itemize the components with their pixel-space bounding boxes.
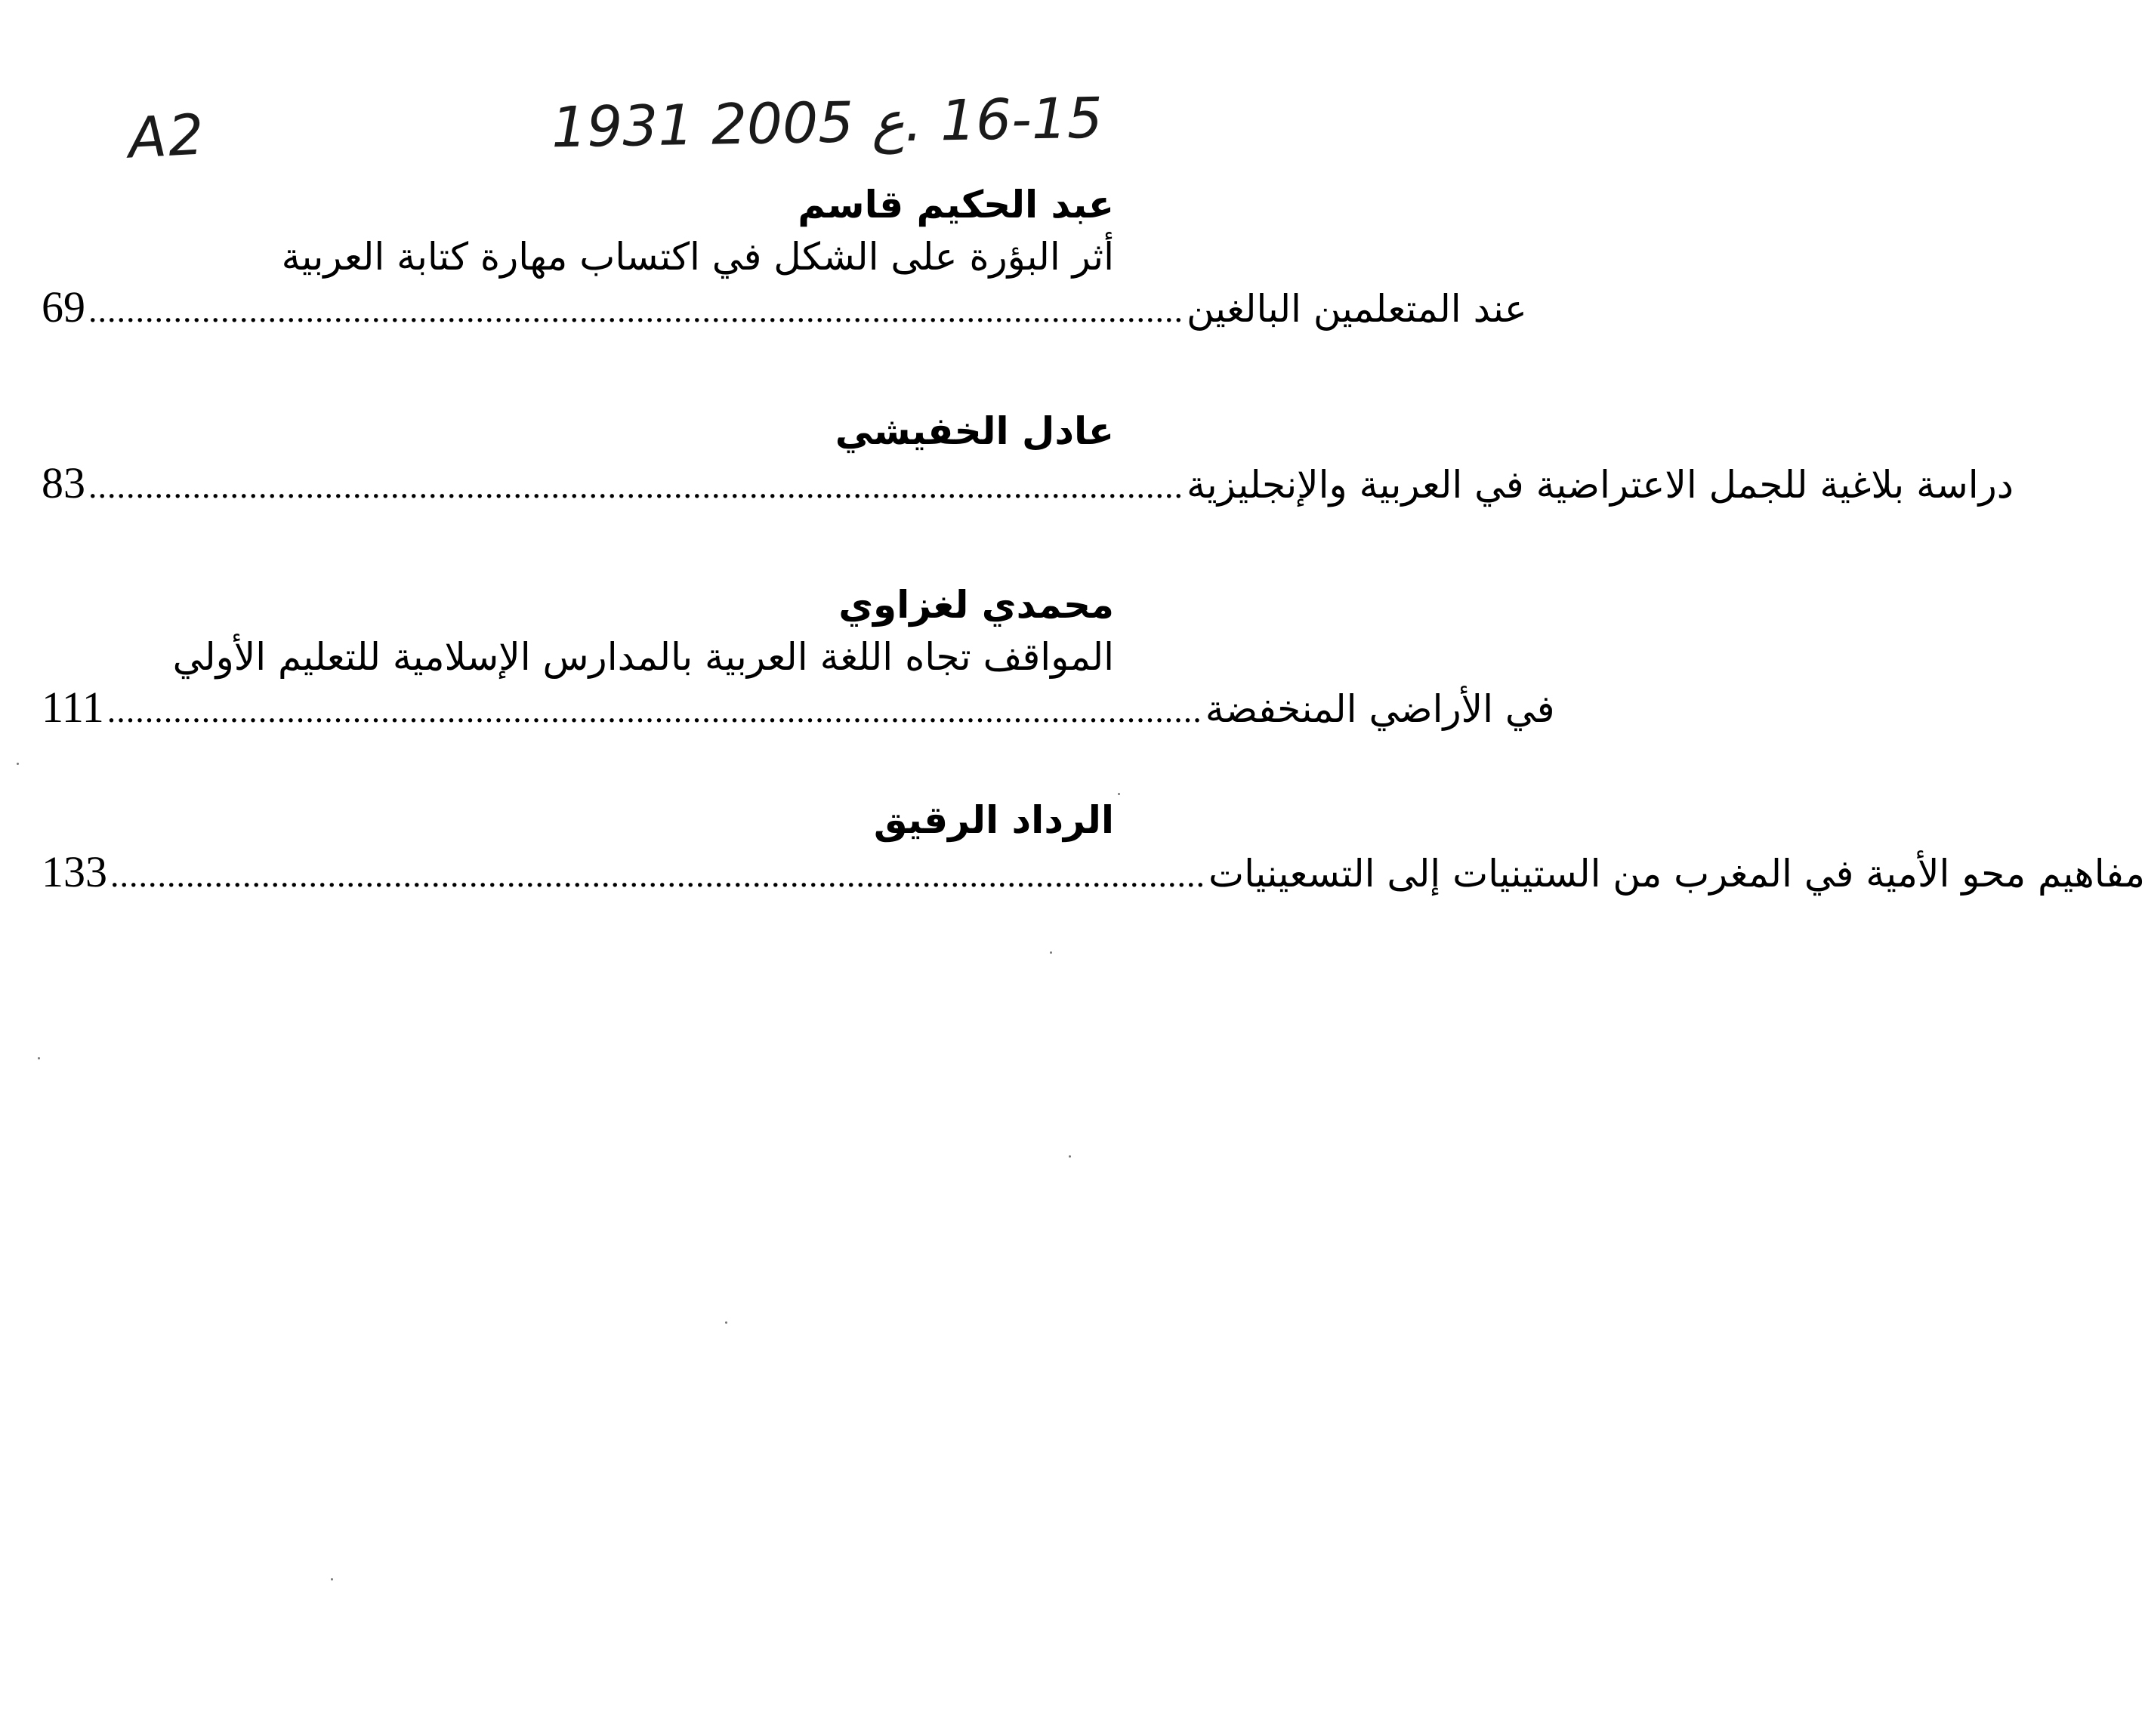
scan-speck xyxy=(17,763,19,765)
entry-author: محمدي لغزاوي xyxy=(838,583,1114,627)
entry-title-line: المواقف تجاه اللغة العربية بالمدارس الإسلامية للتعليم الأولي xyxy=(172,635,1114,679)
handwritten-shelf-mark: A2 xyxy=(126,102,207,171)
dot-leader: .................................................................................................................... xyxy=(88,291,1184,329)
scan-speck xyxy=(331,1578,333,1580)
entry-page-number: 111 xyxy=(42,683,104,732)
entry-title-page-line xyxy=(42,282,1527,335)
scan-speck xyxy=(1118,793,1120,795)
dot-leader: .................................................................................................................... xyxy=(88,467,1184,505)
handwritten-annotation xyxy=(126,85,1103,174)
entry-title-page-line xyxy=(42,847,2145,899)
entry-author: عبد الحكيم قاسم xyxy=(798,183,1114,227)
dot-leader: .................................................................................................................... xyxy=(106,691,1202,729)
entry-page-number: 83 xyxy=(42,458,85,507)
entry-title-last-line: مفاهيم محو الأمية في المغرب من الستينيات إلى التسعينيات xyxy=(1208,852,2145,896)
entry-title-page-line xyxy=(42,683,1555,735)
scan-speck xyxy=(1050,951,1052,954)
entry-title-last-line: عند المتعلمين البالغين xyxy=(1187,287,1527,331)
handwritten-reference: 16-15 .ع 2005 1931 xyxy=(551,85,1103,161)
entry-title-last-line: دراسة بلاغية للجمل الاعتراضية في العربية والإنجليزية xyxy=(1187,463,2014,507)
entry-title-page-line xyxy=(42,458,2014,510)
entry-page-number: 133 xyxy=(42,847,107,896)
scan-speck xyxy=(38,1057,40,1059)
entry-author: الرداد الرقيق xyxy=(873,798,1114,842)
entry-page-number: 69 xyxy=(42,282,85,331)
entry-title-last-line: في الأراضي المنخفضة xyxy=(1205,687,1555,731)
entry-title-line: أثر البؤرة على الشكل في اكتساب مهارة كتابة العربية xyxy=(281,235,1114,279)
dot-leader: .................................................................................................................... xyxy=(110,856,1205,894)
scan-speck xyxy=(1069,1155,1071,1158)
scan-speck xyxy=(725,1321,727,1324)
entry-author: عادل الخفيشي xyxy=(835,409,1114,453)
